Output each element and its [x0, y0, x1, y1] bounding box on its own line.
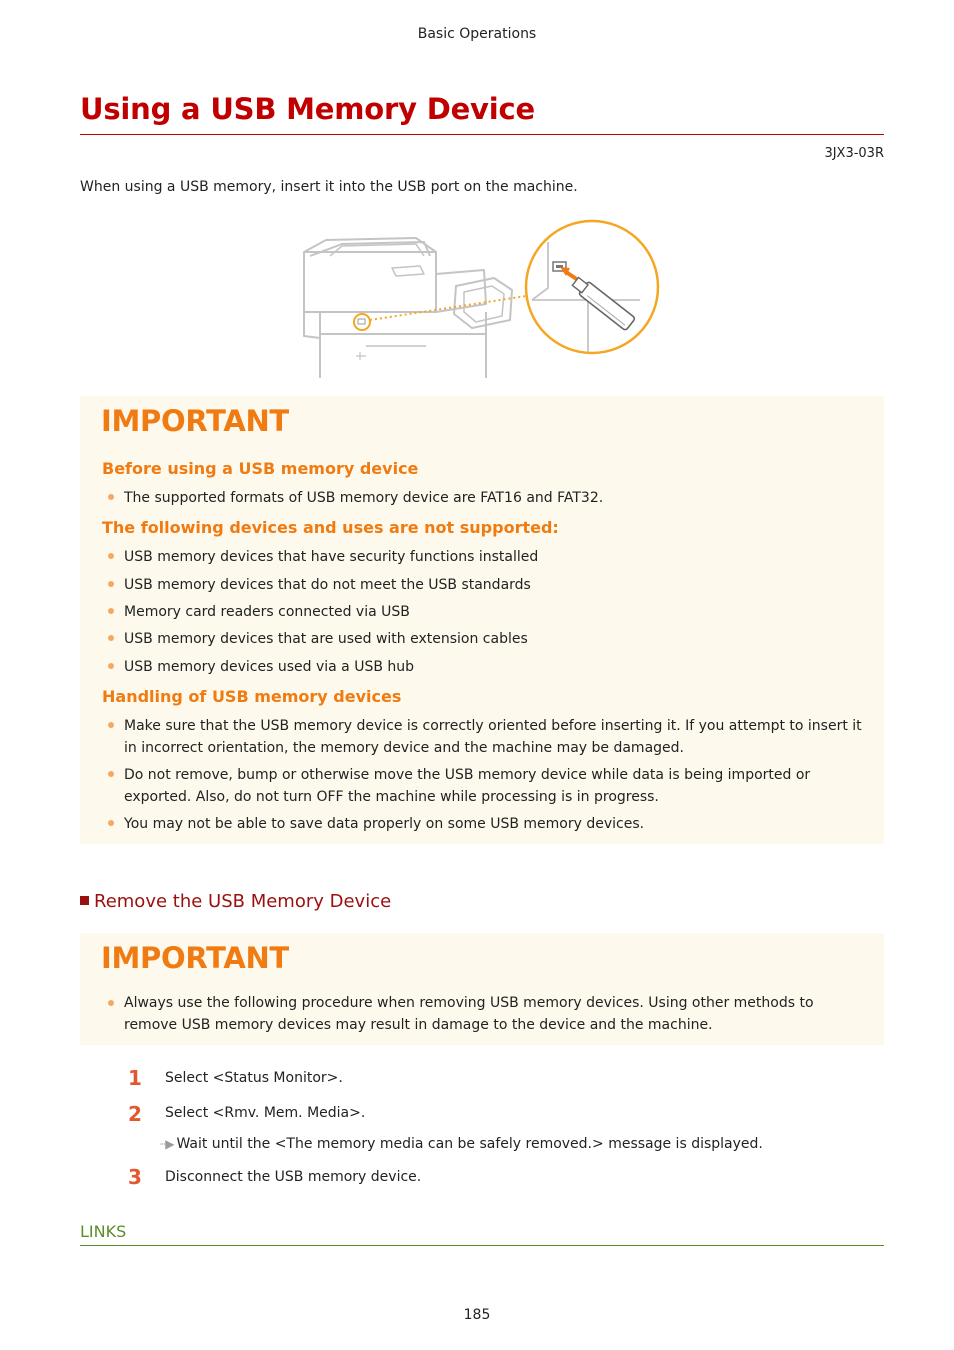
- subheading-before-using: Before using a USB memory device: [102, 459, 419, 478]
- step-result-text: Wait until the <The memory media can be safely removed.> message is displayed.: [176, 1136, 763, 1152]
- subheading-not-supported: The following devices and uses are not supported:: [102, 518, 559, 537]
- bullet-icon: [108, 494, 114, 500]
- section-heading-text: Remove the USB Memory Device: [94, 891, 392, 912]
- list-item: Do not remove, bump or otherwise move the USB memory device while data is being imported or exported. Also, do not turn OFF the machine while processing is in progress.: [124, 767, 811, 805]
- bullet-icon: [108, 722, 114, 728]
- intro-text: When using a USB memory, insert it into the USB port on the machine.: [80, 179, 578, 195]
- subheading-handling: Handling of USB memory devices: [102, 687, 402, 706]
- links-divider: [80, 1245, 884, 1246]
- links-heading: LINKS: [80, 1222, 127, 1241]
- important-heading: IMPORTANT: [101, 941, 289, 975]
- result-arrow-icon: ┈▶: [160, 1137, 173, 1151]
- bullet-icon: [108, 820, 114, 826]
- list-item: Make sure that the USB memory device is correctly oriented before inserting it. If you attempt to insert it in incorrect orientation, the memory device and the machine may be damaged.: [124, 718, 862, 756]
- list-item: You may not be able to save data properly on some USB memory devices.: [124, 816, 645, 832]
- bullet-icon: [108, 1000, 114, 1006]
- bullet-icon: [108, 771, 114, 777]
- list-item: USB memory devices that have security functions installed: [124, 549, 539, 565]
- list-item: USB memory devices that do not meet the USB standards: [124, 577, 531, 593]
- list-item: USB memory devices that are used with extension cables: [124, 631, 528, 647]
- step-number: 2: [128, 1102, 142, 1126]
- page-title: Using a USB Memory Device: [80, 92, 535, 126]
- bullet-icon: [108, 608, 114, 614]
- step-text: Select <Rmv. Mem. Media>.: [165, 1105, 366, 1121]
- list-item: Memory card readers connected via USB: [124, 604, 410, 620]
- title-underline: [80, 134, 884, 135]
- step-text: Disconnect the USB memory device.: [165, 1169, 422, 1185]
- square-bullet-icon: [80, 896, 89, 905]
- bullet-icon: [108, 663, 114, 669]
- list-item: The supported formats of USB memory device are FAT16 and FAT32.: [124, 490, 604, 506]
- step-result: [160, 1136, 763, 1152]
- step-number: 3: [128, 1165, 142, 1189]
- bullet-icon: [108, 581, 114, 587]
- bullet-icon: [108, 635, 114, 641]
- step-text: Select <Status Monitor>.: [165, 1070, 343, 1086]
- step-number: 1: [128, 1066, 142, 1090]
- section-heading-remove: [80, 891, 391, 912]
- list-item: USB memory devices used via a USB hub: [124, 659, 415, 675]
- important-box-usage: [80, 396, 884, 844]
- list-item: Always use the following procedure when removing USB memory devices. Using other methods to remove USB memory devices may result in damage to the device and the machine.: [124, 995, 814, 1033]
- document-code: 3JX3-03R: [824, 146, 884, 161]
- important-heading: IMPORTANT: [101, 404, 289, 438]
- bullet-icon: [108, 553, 114, 559]
- running-header: Basic Operations: [417, 26, 537, 42]
- important-box-removal: [80, 933, 884, 1045]
- usb-insert-illustration: [296, 216, 666, 378]
- page-number: 185: [463, 1307, 491, 1323]
